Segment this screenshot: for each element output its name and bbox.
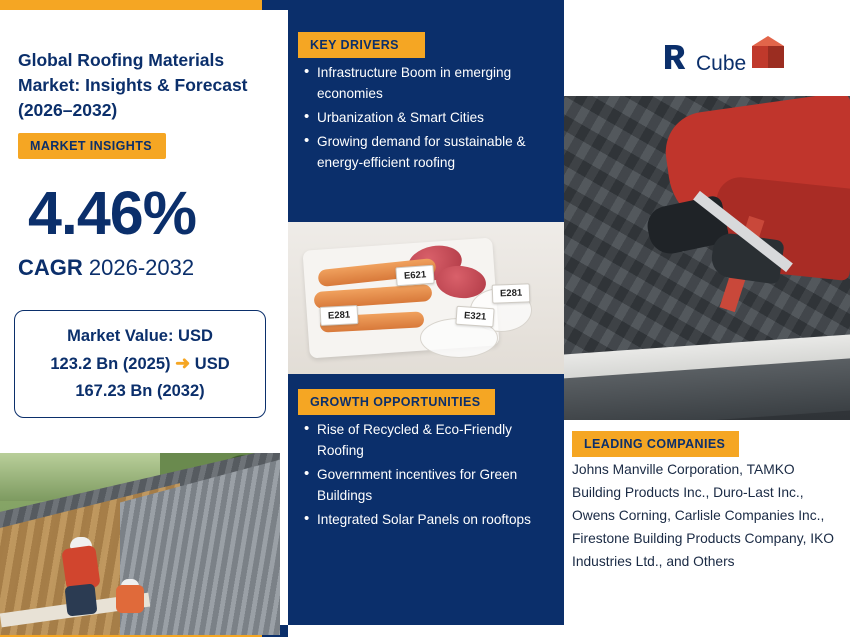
sample-tag: E281 (320, 305, 359, 326)
market-insights-badge: MARKET INSIGHTS (18, 133, 166, 159)
growth-opportunities-list (302, 419, 552, 533)
brand-logo (662, 36, 832, 84)
cagr-label: CAGR (18, 255, 83, 280)
list-item: • Urbanization & Smart Cities (302, 107, 554, 128)
market-value-base: 123.2 Bn (2025) (50, 355, 171, 373)
photo-lab-samples (288, 222, 564, 374)
sample-tag: E321 (455, 306, 494, 328)
growth-opportunities-panel (288, 374, 564, 625)
market-value-box (14, 310, 266, 418)
photo-roofer-installing-shingles (564, 96, 850, 420)
top-middle-accent-bar (262, 0, 288, 10)
list-item: • Infrastructure Boom in emerging economies (302, 62, 554, 104)
growth-opportunities-badge: GROWTH OPPORTUNITIES (298, 389, 495, 415)
arrow-icon: ➜ (175, 353, 191, 373)
cube-icon (752, 36, 784, 70)
logo-wordmark: Cube (696, 52, 747, 75)
cagr-period: 2026-2032 (88, 255, 195, 280)
photo-roof-installation-crew (0, 453, 280, 635)
key-drivers-list (302, 62, 554, 176)
leading-companies-text: Johns Manville Corporation, TAMKO Building Products Inc., Duro-Last Inc., Owens Corning, Carlisle Companies Inc., Firestone Building Products Company, IKO Industries Ltd., and Others (572, 462, 835, 569)
leading-companies-badge: LEADING COMPANIES (572, 431, 739, 457)
list-item: • Rise of Recycled & Eco-Friendly Roofing (302, 419, 552, 461)
cagr-value: 4.46% (28, 179, 196, 247)
top-left-accent-bar (0, 0, 262, 10)
market-value-label: Market Value: USD (67, 327, 213, 345)
list-item: • Government incentives for Green Buildings (302, 464, 552, 506)
market-value-unit: USD (194, 355, 230, 373)
left-column (0, 10, 280, 625)
sample-tag: E281 (492, 283, 531, 303)
market-value-forecast: 167.23 Bn (2032) (75, 382, 205, 400)
list-item: • Growing demand for sustainable & energy-efficient roofing (302, 131, 554, 173)
market-value-text (50, 323, 229, 405)
logo-mark-icon: Я (662, 38, 688, 77)
key-drivers-badge: KEY DRIVERS (298, 32, 425, 58)
page-title: Global Roofing Materials Market: Insights & Forecast (2026–2032) (18, 50, 248, 120)
sample-tag: E621 (395, 265, 434, 287)
list-item: • Integrated Solar Panels on rooftops (302, 509, 552, 530)
key-drivers-panel (288, 0, 564, 222)
cagr-caption (18, 255, 194, 281)
